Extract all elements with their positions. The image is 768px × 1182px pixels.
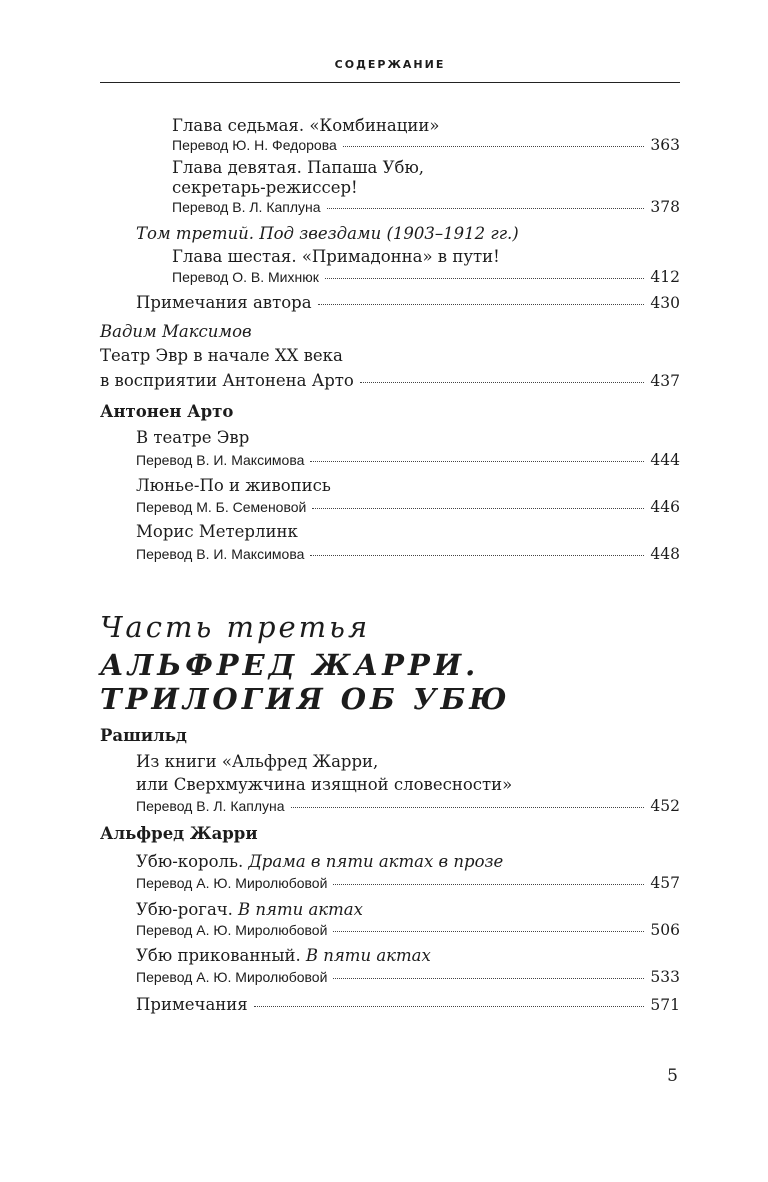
- toc-author: Альфред Жарри: [100, 824, 258, 843]
- running-head: СОДЕРЖАНИЕ: [334, 58, 446, 71]
- dot-leader: [318, 303, 645, 305]
- part-title: АЛЬФРЕД ЖАРРИ.: [100, 648, 480, 682]
- toc-entry-title[interactable]: Глава девятая. Папаша Убю,: [172, 158, 425, 177]
- toc-author: Антонен Арто: [100, 402, 234, 421]
- toc-subsection[interactable]: Том третий. Под звездами (1903–1912 гг.): [136, 224, 519, 243]
- toc-entry[interactable]: [100, 371, 680, 390]
- toc-page-number: 571: [650, 996, 680, 1014]
- dot-leader: [291, 806, 645, 808]
- toc-translator: Перевод Ю. Н. Федорова: [172, 137, 337, 153]
- toc-entry[interactable]: [136, 797, 680, 815]
- toc-page-number: 363: [650, 136, 680, 154]
- toc-translator: Перевод В. Л. Каплуна: [172, 199, 321, 215]
- toc-page-number: 446: [650, 498, 680, 516]
- header-rule: [100, 82, 680, 83]
- toc-translator: Перевод В. Л. Каплуна: [136, 798, 285, 814]
- dot-leader: [333, 977, 644, 979]
- dot-leader: [343, 145, 645, 147]
- toc-page-number: 457: [650, 874, 680, 892]
- toc-page-number: 448: [650, 545, 680, 563]
- toc-entry-title: Примечания автора: [136, 293, 312, 312]
- toc-entry-title[interactable]: [136, 900, 363, 919]
- toc-page-number: 378: [650, 198, 680, 216]
- toc-translator: Перевод В. И. Максимова: [136, 452, 305, 468]
- toc-entry[interactable]: [136, 293, 680, 312]
- toc-author: Вадим Максимов: [100, 322, 252, 341]
- toc-entry-title-cont[interactable]: или Сверхмужчина изящной словесности»: [136, 775, 513, 794]
- toc-entry-title[interactable]: Люнье-По и живопись: [136, 476, 331, 495]
- toc-entry-title-cont[interactable]: секретарь-режиссер!: [172, 178, 358, 197]
- toc-entry-title[interactable]: Из книги «Альфред Жарри,: [136, 752, 379, 771]
- toc-entry-title[interactable]: Морис Метерлинк: [136, 522, 298, 541]
- toc-page-number: 506: [650, 921, 680, 939]
- toc-translator: Перевод А. Ю. Миролюбовой: [136, 875, 328, 891]
- dot-leader: [333, 883, 644, 885]
- toc-entry-title[interactable]: Глава шестая. «Примадонна» в пути!: [172, 247, 500, 266]
- part-title-cont: ТРИЛОГИЯ ОБ УБЮ: [100, 682, 511, 716]
- toc-entry-title[interactable]: [136, 946, 431, 965]
- dot-leader: [333, 930, 644, 932]
- dot-leader: [325, 277, 645, 279]
- toc-entry[interactable]: [136, 968, 680, 986]
- toc-entry-title[interactable]: В театре Эвр: [136, 428, 250, 447]
- toc-translator: Перевод В. И. Максимова: [136, 546, 305, 562]
- toc-entry[interactable]: [136, 995, 680, 1014]
- toc-page-number: 437: [650, 372, 680, 390]
- toc-entry[interactable]: [136, 874, 680, 892]
- toc-entry[interactable]: [172, 198, 680, 216]
- toc-entry-title[interactable]: Глава седьмая. «Комбинации»: [172, 116, 440, 135]
- toc-play-title: Убю-рогач.: [136, 900, 233, 919]
- toc-translator: Перевод М. Б. Семеновой: [136, 499, 307, 515]
- toc-author: Рашильд: [100, 726, 187, 745]
- dot-leader: [312, 507, 644, 509]
- dot-leader: [310, 554, 644, 556]
- toc-entry-title-cont: в восприятии Антонена Арто: [100, 371, 354, 390]
- toc-entry[interactable]: [172, 268, 680, 286]
- dot-leader: [327, 207, 645, 209]
- toc-entry-title: Примечания: [136, 995, 248, 1014]
- toc-entry[interactable]: [172, 136, 680, 154]
- toc-page-number: 412: [650, 268, 680, 286]
- toc-entry[interactable]: [136, 921, 680, 939]
- toc-translator: Перевод О. В. Михнюк: [172, 269, 319, 285]
- part-label: Часть третья: [100, 610, 371, 644]
- toc-entry-title[interactable]: Театр Эвр в начале XX века: [100, 346, 343, 365]
- toc-entry[interactable]: [136, 451, 680, 469]
- toc-page-number: 444: [650, 451, 680, 469]
- dot-leader: [310, 460, 644, 462]
- toc-entry[interactable]: [136, 498, 680, 516]
- toc-play-subtitle: Драма в пяти актах в прозе: [248, 852, 504, 871]
- toc-translator: Перевод А. Ю. Миролюбовой: [136, 969, 328, 985]
- toc-play-subtitle: В пяти актах: [238, 900, 363, 919]
- toc-play-subtitle: В пяти актах: [305, 946, 431, 965]
- toc-translator: Перевод А. Ю. Миролюбовой: [136, 922, 328, 938]
- toc-page-number: 533: [650, 968, 680, 986]
- toc-play-title: Убю прикованный.: [136, 946, 301, 965]
- toc-page-number: 430: [650, 294, 680, 312]
- toc-entry-title[interactable]: [136, 852, 503, 871]
- page-number: 5: [667, 1066, 678, 1086]
- dot-leader: [254, 1005, 645, 1007]
- toc-play-title: Убю-король.: [136, 852, 244, 871]
- toc-page-number: 452: [650, 797, 680, 815]
- toc-entry[interactable]: [136, 545, 680, 563]
- dot-leader: [360, 381, 645, 383]
